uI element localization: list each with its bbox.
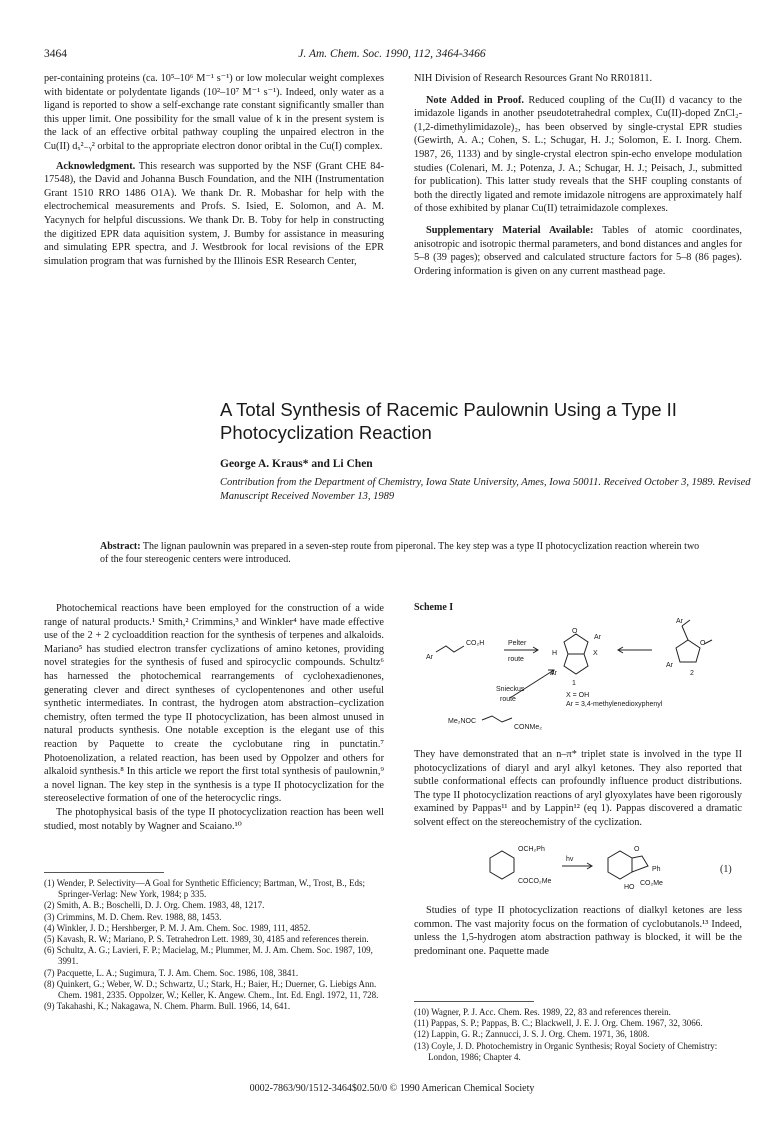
alkene-chain (436, 646, 464, 652)
footnote-rule-right (414, 1001, 534, 1002)
x-label: X (593, 650, 598, 657)
authors: George A. Kraus* and Li Chen (220, 458, 373, 470)
furan-ring (632, 856, 648, 872)
snieckus-label: Snieckus (496, 686, 525, 693)
note-heading: Note Added in Proof. (426, 94, 524, 106)
running-head: J. Am. Chem. Soc. 1990, 112, 3464-3466 (298, 48, 486, 60)
note-added (414, 94, 742, 216)
acknowledgment (44, 160, 384, 269)
intro-paragraph: Photochemical reactions have been employed for the construction of a wide range of natural products.¹ Smith,² Crimmins,³ and Winkler⁴ have made effective use of the 2 + 2 cycloaddition reaction for the synthesis of terpenes and alkaloids. Mariano⁵ has studied electron transfer cyclizations of amino ketones, providing novel strategies for the synthesis of fused and spirocyclic compounds. Schultz⁶ has harnessed the photochemical rearrangements of cyclohexadienones, generating clever and direct syntheses of cyclopentenones and other useful synthetic intermediates. In contrast, the hydrogen atom abstraction–cyclization chemistry, often termed the type II photocyclization, has been almost unused in natural products synthesis. One notable exception is the elegant use of this reaction by Paquette to create the cyclobutane ring in punctatin.⁷ Photoenolization, a related reaction, has been used by Oppolzer and others for alkaloid synthesis.⁸ In this article we report the first total synthesis of paulownin,⁹ a novel lignan. The key step in the synthesis is a type II photocyclization for the stereoselective formation of one of the heterocyclic rings. (44, 603, 384, 805)
top-left-column (44, 72, 384, 268)
o-label: O (700, 640, 706, 647)
footnote: (11) Pappas, S. P.; Pappas, B. C.; Blackwell, J. E. J. Org. Chem. 1967, 32, 3066. (414, 1018, 703, 1029)
contribution-line: Contribution from the Department of Chemistry, Iowa State University, Ames, Iowa 50011. Received October 3, 1989. Revised Manuscript Received November 13, 1989 (220, 477, 751, 502)
snieckus-arrow (510, 670, 554, 698)
och2ph-label: OCH₂Ph (518, 846, 545, 853)
footnote: (1) Wender, P. Selectivity—A Goal for Synthetic Efficiency; Bartman, W., Trost, B., Eds; Springer-Verlag: New York, 1984; p 335. (44, 878, 366, 900)
equation-number: (1) (720, 864, 732, 875)
supplementary (414, 224, 742, 278)
ch2-bond (682, 626, 688, 640)
x-definition: X = OH (566, 692, 590, 699)
ack-text: This research was supported by the NSF (Grant CHE 84-17548), the David and Johanna Busch Foundation, and the NIH (Instrumentation Grant 1510 RRO 1486 O1A). We thank Dr. R. Mobashar for help with the electrochemical measurements and Profs. S. Isied, E. Solomon, and A. M. Yacynych for helpful discussions. We thank Dr. B. Toby for help in constructing the digitized EPR data aquisition system, J. Bumby for assistance in measuring and simulating EPR spectra, and J. Westbrook for local revisions of the EPR simulation program that was furnished by the Illinois ESR Research Center, (44, 160, 384, 267)
scheme-label: Scheme I (414, 602, 454, 613)
route-label: route (500, 696, 516, 703)
ar-definition: Ar = 3,4-methylenedioxyphenyl (566, 701, 663, 708)
body-right-column-bottom (414, 904, 742, 958)
abstract-text: The lignan paulownin was prepared in a seven-step route from piperonal. The key step was a type II photocyclization reaction wherein two of the four stereogenic centers were introduced. (100, 541, 700, 565)
supp-text: Tables of atomic coordinates, anisotropic and isotropic thermal parameters, and bond distances and angles for 5–8 (39 pages); observed and calculated structure factors for 5–8 (86 pages). Ordering information is given on any current masthead page. (414, 224, 742, 277)
furan-ring-top (564, 634, 588, 654)
footnote: (7) Pacquette, L. A.; Sugimura, T. J. Am. Chem. Soc. 1986, 108, 3841. (44, 967, 299, 978)
footnote-rule-left (44, 872, 164, 873)
ar-label: Ar (426, 654, 433, 661)
me2noc-label: Me₂NOC (448, 718, 476, 725)
footnote: (5) Kavash, R. W.; Mariano, P. S. Tetrahedron Lett. 1989, 30, 4185 and references therein. (44, 934, 369, 945)
footnote: (3) Crimmins, M. D. Chem. Rev. 1988, 88, 1453. (44, 911, 222, 922)
footnotes-right (414, 1007, 742, 1063)
lactone-ring (676, 640, 700, 662)
ar-label: Ar (676, 618, 683, 625)
body-left-column (44, 602, 384, 833)
abstract-heading: Abstract: (100, 541, 141, 552)
ar-label: Ar (666, 662, 673, 669)
footnote: (12) Lappin, G. R.; Zannucci, J. S. J. Org. Chem. 1971, 36, 1808. (414, 1029, 650, 1040)
article-title: A Total Synthesis of Racemic Paulownin Using a Type II Photocyclization Reaction (220, 399, 677, 443)
compound-1-label: 1 (572, 680, 576, 687)
abstract (100, 540, 700, 566)
page-footer: 0002-7863/90/1512-3464$02.50/0 © 1990 American Chemical Society (249, 1083, 535, 1094)
furan-ring-bottom (564, 654, 588, 674)
body-right-column-top (414, 748, 742, 830)
route-label: route (508, 656, 524, 663)
top-right-column (414, 72, 742, 278)
o-label: O (634, 846, 640, 853)
ho-label: HO (624, 884, 635, 891)
cocoome-label: COCO₂Me (518, 878, 552, 885)
scheme-1-structures (414, 614, 744, 714)
ar-label: Ar (594, 634, 601, 641)
amide-chain (480, 712, 520, 728)
footnote: (8) Quinkert, G.; Weber, W. D.; Schwartz, U.; Stark, H.; Baier, H.; Duerner, G. Liebigs Ann. Chem. 1981, 2335. Oppolzer, W.; Keller, K. Angew. Chem., Int. Ed. Engl. 1972, 11, 728. (44, 978, 379, 1001)
compound-2-label: 2 (690, 670, 694, 677)
o-bond (682, 620, 690, 626)
ack-heading: Acknowledgment. (56, 160, 136, 172)
o-label: O (572, 628, 578, 635)
ar-label: Ar (550, 670, 557, 677)
footnote: (4) Winkler, J. D.; Hershberger, P. M. J. Am. Chem. Soc. 1989, 111, 4852. (44, 922, 311, 933)
supp-heading: Supplementary Material Available: (426, 224, 594, 236)
footnote: (9) Takahashi, K.; Nakagawa, N. Chem. Pharm. Bull. 1966, 14, 641. (44, 1001, 291, 1012)
benzene-ring (490, 851, 514, 879)
continued-paragraph: per-containing proteins (ca. 10⁵–10⁶ M⁻¹ s⁻¹) or low molecular weight complexes with bidentate or polydentate ligands (10²–10⁷ M⁻¹ s⁻¹). Indeed, only water as a ligand is reported to show a self-exchange rate constant significantly smaller than this upper limit. One possibility for the small value of k in the present system is the lack of an effective orbital pathway coupling the unpaired electron in the Cu(II) dₓ²₋ᵧ² orbital to the appropriate electron donor oribtal in the Cu(I) complex. (44, 73, 384, 152)
co2h-label: CO₂H (466, 640, 485, 647)
pelter-label: Pelter (508, 640, 527, 647)
photophysics-paragraph: The photophysical basis of the type II photocyclization reaction has been well studied, most notably by Wagner and Scaiano.¹⁰ (44, 806, 384, 832)
co2me-label: CO₂Me (640, 880, 663, 887)
h-label: H (552, 650, 558, 657)
hv-label: hv (566, 856, 574, 863)
ph-label: Ph (652, 866, 661, 873)
note-text: Reduced coupling of the Cu(II) d vacancy to the imidazole ligands in another pseudotetrahedral complex, Cu(II)-doped ZnCl₂-(1,2-dimethylimidazole)₂, has been observed by single-crystal EPR studies (Gewirth, A. A.; Cohen, S. L.; Schugar, H. J.; Solomon, E. I. Inorg. Chem. 1987, 26, 1133) and by single-crystal electron spin-echo envelope modulation studies (Colenari, M. J.; Potenza, J. A.; Schugar, H. J.; Peisach, J., submitted for publication). This latter study reveals that the SHF coupling constants of both the directly ligated and remote imidazole nitrogens are approximately half of those exhibited by planar Cu(II) tetraimidazole complexes. (414, 94, 742, 215)
footnote: (2) Smith, A. B.; Boschelli, D. J. Org. Chem. 1983, 48, 1217. (44, 900, 265, 911)
footnotes-left (44, 878, 384, 1012)
footnote: (13) Coyle, J. D. Photochemistry in Organic Synthesis; Royal Society of Chemistry: London, 1986; Chapter 4. (414, 1040, 718, 1062)
dialkyl-paragraph: Studies of type II photocyclization reactions of dialkyl ketones are less common. The vast majority focus on the formation of cyclobutanols.¹³ Indeed, unless the 1,5-hydrogen atom abstraction pathway is blocked, it will be the predominant one. Paquette made (414, 905, 742, 957)
benzofuran-benzene-ring (608, 851, 632, 879)
page-number: 3464 (44, 48, 67, 60)
footnote: (10) Wagner, P. J. Acc. Chem. Res. 1989, 22, 83 and references therein. (414, 1007, 671, 1017)
footnote: (6) Schultz, A. G.; Lavieri, F. P.; Macielag, M.; Plummer, M. J. Am. Chem. Soc. 1987, 109, 3991. (44, 945, 373, 967)
nih-line: NIH Division of Research Resources Grant No RR01811. (414, 73, 653, 84)
conme2-label: CONMe₂ (514, 724, 542, 731)
wagner-paragraph: They have demonstrated that an n–π* triplet state is involved in the type II photocyclizations of diaryl and aryl alkyl ketones. They also reported that subtle conformational effects can profoundly influence product distributions. The type II photocyclization reactions of aryl glyoxylates have been rigorously examined by Pappas¹¹ and by Lappin¹² (eq 1). Pappas discovered a dramatic solvent effect on the stereochemistry of the cyclization. (414, 749, 742, 828)
